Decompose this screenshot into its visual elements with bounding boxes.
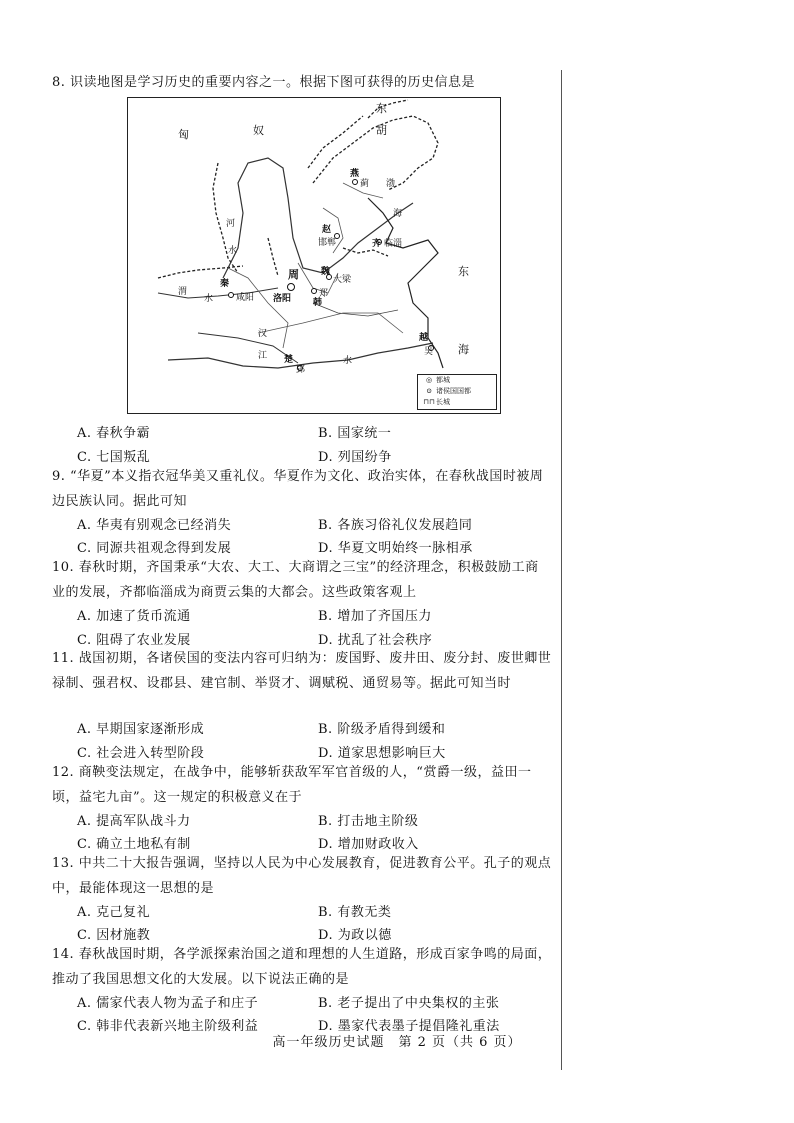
label-luoyang: 洛阳: [273, 294, 292, 304]
q14-option-a[interactable]: A. 儒家代表人物为孟子和庄子: [77, 996, 259, 1011]
label-daliang: 大梁: [333, 275, 352, 285]
label-xiongnu-2: 奴: [253, 124, 264, 137]
question-8-stem: 8. 识读地图是学习历史的重要内容之一。根据下图可获得的历史信息是: [52, 75, 476, 90]
coastline: [368, 198, 443, 368]
label-zheng: 郑: [319, 289, 329, 299]
q11-option-d[interactable]: D. 道家思想影响巨大: [318, 746, 446, 761]
legend-capital: ◎ 都城: [418, 375, 496, 386]
page-footer: 高一年级历史试题 第 2 页（共 6 页）: [272, 1035, 522, 1050]
label-qin: 秦: [220, 279, 230, 289]
legend-great-wall: ⊓⊓长城: [423, 398, 450, 406]
q12-option-b[interactable]: B. 打击地主阶级: [318, 814, 419, 829]
q13-option-a[interactable]: A. 克己复礼: [77, 905, 151, 920]
capital-icon: ◎: [425, 376, 433, 384]
q12-option-c[interactable]: C. 确立土地私有制: [77, 837, 191, 852]
q14-option-d[interactable]: D. 墨家代表墨子提倡隆礼重法: [318, 1019, 500, 1034]
map-legend: [417, 374, 497, 410]
question-12-stem: 12. 商鞅变法规定，在战争中，能够斩获敌军军官首级的人，“赏爵一级，益田一顷，益宅九亩”。这一规定的积极意义在于: [52, 765, 532, 805]
vassal-capital-icon: ⊙: [426, 387, 432, 395]
map-drawing: [128, 98, 500, 413]
label-linzi: 临淄: [384, 239, 403, 249]
label-jiang: 江: [258, 351, 268, 361]
warring-states-map: [127, 97, 501, 414]
question-10-stem: 10. 春秋时期，齐国秉承“大农、大工、大商谓之三宝”的经济理念，积极鼓励工商业的发展，齐都临淄成为商贾云集的大都会。这些政策客观上: [52, 560, 539, 600]
label-han: 韩: [313, 298, 323, 308]
q9-option-a[interactable]: A. 华夷有别观念已经消失: [77, 518, 232, 533]
great-wall-mid: [268, 238, 278, 276]
label-donghu-1: 东: [376, 102, 387, 115]
label-ji: 蓟: [360, 179, 370, 189]
question-11-stem: 11. 战国初期，各诸侯国的变法内容可归纳为：废国野、废井田、废分封、废世卿世禄制、强君权、设郡县、建官制、举贤才、调赋税、通贸易等。据此可知当时: [52, 651, 552, 691]
yellow-river: [223, 158, 413, 278]
q8-option-d[interactable]: D. 列国纷争: [318, 450, 392, 465]
q11-option-b[interactable]: B. 阶级矛盾得到缓和: [318, 722, 446, 737]
great-wall-northeast: [368, 100, 408, 118]
q12-option-d[interactable]: D. 增加财政收入: [318, 837, 419, 852]
huai-river: [313, 303, 398, 316]
label-han-river: 汉: [258, 329, 268, 339]
label-yue: 越: [419, 333, 429, 343]
border-chu: [258, 313, 403, 333]
label-chu: 楚: [284, 355, 294, 365]
label-zhou: 周: [288, 268, 299, 281]
question-13-stem: 13. 中共二十大报告强调，坚持以人民为中心发展教育，促进教育公平。孔子的观点中，最能体现这一思想的是: [52, 856, 552, 896]
label-xiongnu-1: 匈: [178, 128, 189, 141]
label-yan: 燕: [350, 169, 360, 179]
q10-option-d[interactable]: D. 扰乱了社会秩序: [318, 633, 433, 648]
q9-option-c[interactable]: C. 同源共祖观念得到发展: [77, 541, 232, 556]
q11-option-c[interactable]: C. 社会进入转型阶段: [77, 746, 205, 761]
legend-vassal-capital: ⊙ 诸侯国国都: [418, 386, 496, 397]
label-bohai-1: 渤: [386, 179, 396, 189]
q14-option-b[interactable]: B. 老子提出了中央集权的主张: [318, 996, 500, 1011]
q14-option-c[interactable]: C. 韩非代表新兴地主阶级利益: [77, 1019, 259, 1034]
q8-option-a[interactable]: A. 春秋争霸: [77, 426, 151, 441]
label-river-he-1: 河: [226, 219, 236, 229]
q10-option-a[interactable]: A. 加速了货币流通: [77, 609, 191, 624]
great-wall-west2: [158, 266, 243, 278]
question-14-stem: 14. 春秋战国时期，各学派探索治国之道和理想的人生道路，形成百家争鸣的局面，推动了我国思想文化的大发展。以下说法正确的是: [52, 947, 552, 987]
q13-option-b[interactable]: B. 有教无类: [318, 905, 392, 920]
q12-option-a[interactable]: A. 提高军队战斗力: [77, 814, 191, 829]
label-ying: 郢: [296, 365, 306, 375]
q9-option-d[interactable]: D. 华夏文明始终一脉相承: [318, 541, 473, 556]
label-wei-river-2: 水: [204, 294, 214, 304]
marker-zheng: [312, 289, 317, 294]
label-wei-river-1: 渭: [178, 287, 188, 297]
q11-option-a[interactable]: A. 早期国家逐渐形成: [77, 722, 205, 737]
q8-option-c[interactable]: C. 七国叛乱: [77, 450, 151, 465]
label-bohai-2: 海: [393, 209, 403, 219]
label-zhao: 赵: [322, 225, 332, 235]
label-wu: 吴: [424, 347, 434, 357]
label-donghai-1: 东: [458, 265, 469, 278]
question-9-stem: 9. “华夏”本义指衣冠华美又重礼仪。华夏作为文化、政治实体，在春秋战国时被周边民族认同。据此可知: [52, 469, 544, 509]
q10-option-b[interactable]: B. 增加了齐国压力: [318, 609, 432, 624]
q13-option-c[interactable]: C. 因材施教: [77, 928, 151, 943]
label-donghu-2: 胡: [376, 124, 387, 137]
column-divider: [561, 70, 562, 1070]
q10-option-c[interactable]: C. 阻碍了农业发展: [77, 633, 191, 648]
label-river-shui: 水: [343, 356, 353, 366]
q13-option-d[interactable]: D. 为政以德: [318, 928, 392, 943]
label-handan: 邯郸: [318, 238, 337, 248]
label-river-he-2: 水: [228, 246, 238, 256]
q8-option-b[interactable]: B. 国家统一: [318, 426, 392, 441]
marker-ji: [353, 180, 358, 185]
label-xianyang: 咸阳: [236, 293, 255, 303]
label-qi: 齐: [372, 239, 382, 249]
marker-xianyang: [229, 293, 234, 298]
great-wall-icon: ⊓⊓: [423, 398, 435, 406]
q9-option-b[interactable]: B. 各族习俗礼仪发展趋同: [318, 518, 473, 533]
label-donghai-2: 海: [458, 343, 469, 356]
border-wei-han: [298, 263, 338, 293]
marker-luoyang: [288, 284, 295, 291]
great-wall-north2: [308, 116, 363, 168]
label-wei: 魏: [321, 267, 331, 277]
